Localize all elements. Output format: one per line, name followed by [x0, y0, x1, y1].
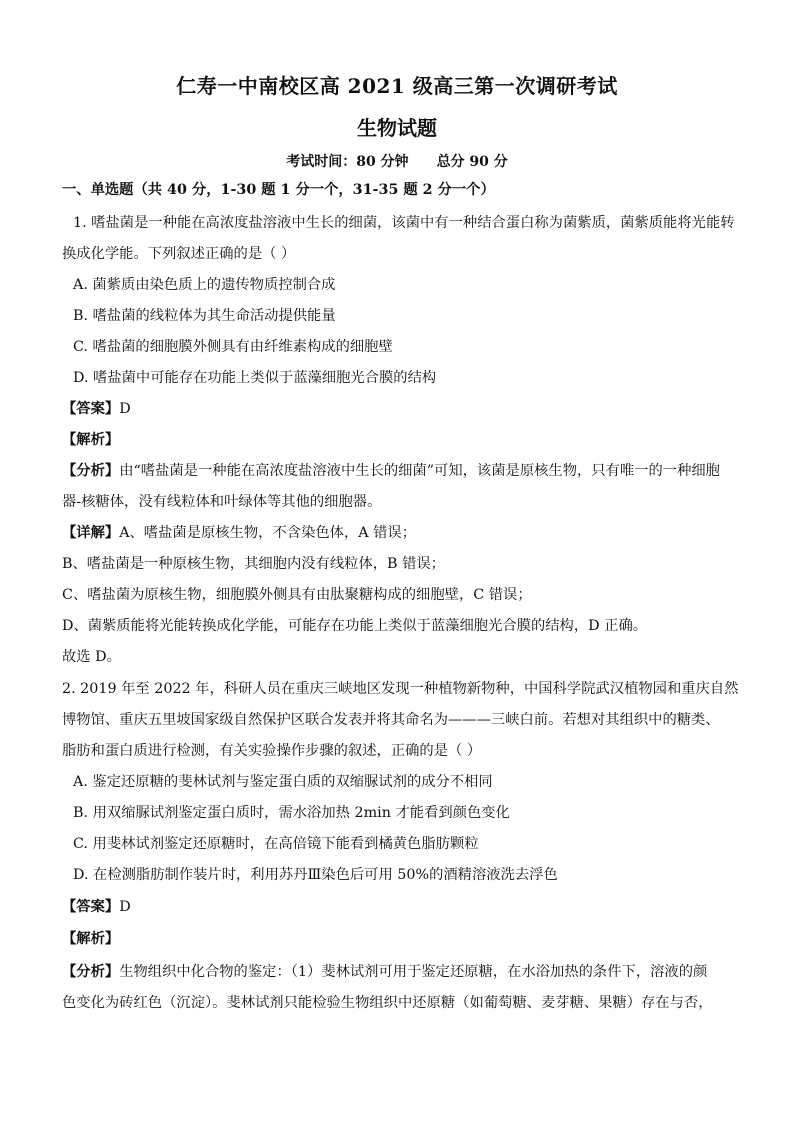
- q2-option-c: C. 用斐林试剂鉴定还原糖时，在高倍镜下能看到橘黄色脂肪颗粒: [73, 836, 479, 852]
- q1-option-c: C. 嗜盐菌的细胞膜外侧具有由纤维素构成的细胞壁: [73, 339, 393, 355]
- q1-option-d: D. 嗜盐菌中可能存在功能上类似于蓝藻细胞光合膜的结构: [73, 370, 437, 386]
- q1-answer: [62, 399, 722, 419]
- q1-fenxi-line2: 器-核糖体，没有线粒体和叶绿体等其他的细胞器。: [62, 494, 382, 510]
- exam-time: 考试时间：80 分钟: [286, 154, 409, 170]
- q2-answer-label: 【答案】: [62, 899, 120, 915]
- q1-fenxi: [62, 461, 722, 481]
- q2-answer: [62, 897, 722, 917]
- q1-xiangjie-d: D、菌紫质能将光能转换成化学能，可能存在功能上类似于蓝藻细胞光合膜的结构，D 正确。: [62, 618, 648, 634]
- q1-option-a: A. 菌紫质由染色质上的遗传物质控制合成: [73, 277, 336, 293]
- q2-stem-line3: 脂肪和蛋白质进行检测，有关实验操作步骤的叙述，正确的是（ ）: [62, 743, 482, 759]
- q2-fenxi-line1: 生物组织中化合物的鉴定：（1）斐林试剂可用于鉴定还原糖，在水浴加热的条件下，溶液的颜: [119, 964, 708, 980]
- q2-fenxi-label: 【分析】: [62, 964, 120, 980]
- q1-xiangjie-b: B、嗜盐菌是一种原核生物，其细胞内没有线粒体，B 错误；: [62, 556, 445, 572]
- q1-stem-line1: 1. 嗜盐菌是一种能在高浓度盐溶液中生长的细菌，该菌中有一种结合蛋白称为菌紫质，菌紫质能将光能转: [73, 215, 735, 231]
- q1-stem-line2: 换成化学能。下列叙述正确的是（ ）: [62, 246, 296, 262]
- q1-xiangjie-a: A、嗜盐菌是原核生物，不含染色体，A 错误；: [119, 525, 417, 541]
- total-score: 总分 90 分: [436, 154, 508, 170]
- q2-stem-line1: 2. 2019 年至 2022 年，科研人员在重庆三峡地区发现一种植物新物种，中国科学院武汉植物园和重庆自然: [62, 681, 739, 697]
- q2-answer-value: D: [119, 899, 131, 915]
- q2-stem-line2: 博物馆、重庆五里坡国家级自然保护区联合发表并将其命名为———三峡白前。若想对其组织中的糖类、: [62, 712, 720, 728]
- q1-xiangjie-c: C、嗜盐菌为原核生物，细胞膜外侧具有由肽聚糖构成的细胞壁，C 错误；: [62, 587, 532, 603]
- q1-conclusion: 故选 D。: [62, 649, 121, 665]
- q1-analysis-label: 【解析】: [62, 432, 120, 448]
- q2-option-b: B. 用双缩脲试剂鉴定蛋白质时，需水浴加热 2min 才能看到颜色变化: [73, 805, 510, 821]
- q1-fenxi-line1: 由“嗜盐菌是一种能在高浓度盐溶液中生长的细菌”可知，该菌是原核生物，只有唯一的一种细胞: [119, 463, 720, 479]
- page-subtitle: 生物试题: [357, 116, 437, 140]
- q1-option-b: B. 嗜盐菌的线粒体为其生命活动提供能量: [73, 308, 336, 324]
- q1-answer-value: D: [119, 401, 131, 417]
- q1-answer-label: 【答案】: [62, 401, 120, 417]
- q2-analysis-label: 【解析】: [62, 931, 120, 947]
- q1-xiangjie-label: 【详解】: [62, 525, 120, 541]
- q2-option-d: D. 在检测脂肪制作装片时，利用苏丹Ⅲ染色后可用 50%的酒精溶液洗去浮色: [73, 867, 558, 883]
- section-heading: 一、单选题（共 40 分，1-30 题 1 分一个，31-35 题 2 分一个）: [62, 182, 495, 198]
- q2-fenxi: [62, 962, 722, 982]
- exam-info: [0, 151, 794, 171]
- page-title: 仁寿一中南校区高 2021 级高三第一次调研考试: [176, 74, 618, 98]
- q2-fenxi-line2: 色变化为砖红色（沉淀）。斐林试剂只能检验生物组织中还原糖（如葡萄糖、麦芽糖、果糖）存在与否，: [62, 995, 713, 1011]
- q1-fenxi-label: 【分析】: [62, 463, 120, 479]
- q1-xiangjie: [62, 523, 722, 543]
- q2-option-a: A. 鉴定还原糖的斐林试剂与鉴定蛋白质的双缩脲试剂的成分不相同: [73, 774, 493, 790]
